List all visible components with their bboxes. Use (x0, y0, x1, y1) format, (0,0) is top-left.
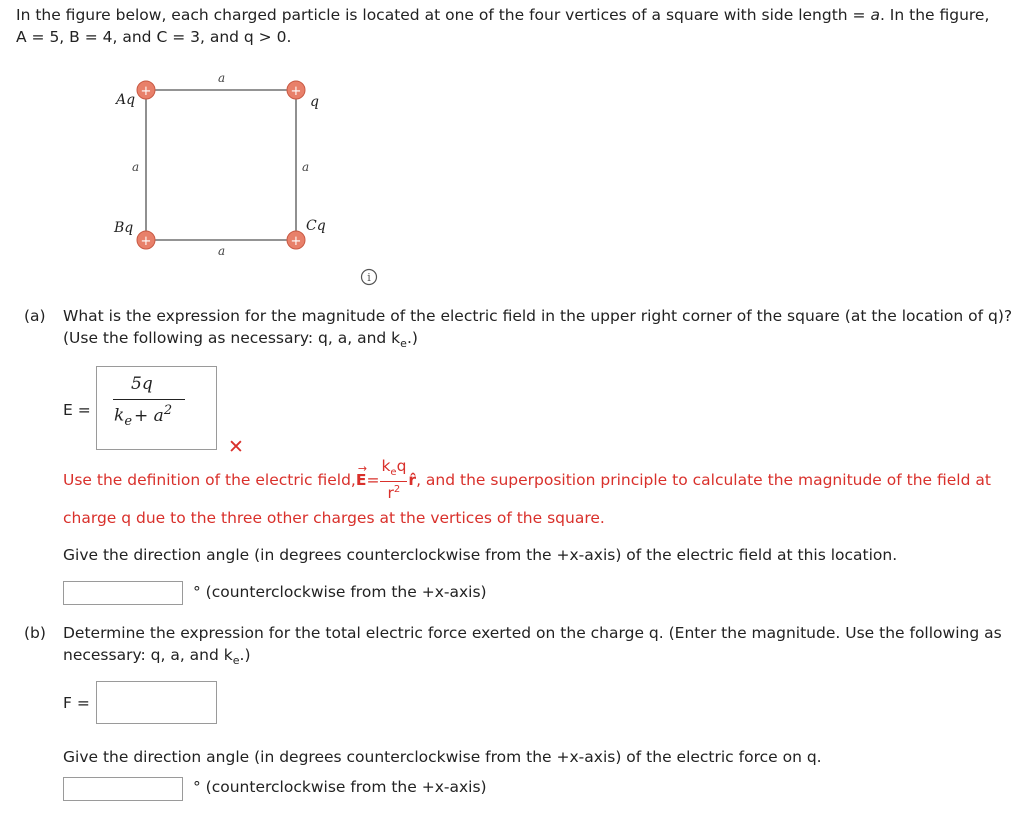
hint-line-1: Use the definition of the electric field, → E= $k_eq$ $r^2$ r̂, and the superposition principle to calculate the magnitude of the field at (63, 457, 991, 503)
part-b-label: (b) (24, 624, 46, 642)
f-answer-label: F = (63, 694, 90, 712)
part-b-question-line-1: Determine the expression for the total electric force exerted on the charge q. (Enter the magnitude. Use the following as (63, 624, 1002, 642)
label-q: q (310, 94, 319, 110)
svg-text:+: + (290, 234, 302, 249)
part-a-direction-question: Give the direction angle (in degrees counterclockwise from the +x-axis) of the electric field at this location. (63, 546, 898, 564)
charge-bottom-left (137, 231, 155, 249)
incorrect-icon: ✕ (228, 436, 244, 458)
e-answer-numerator: 5q (131, 374, 153, 394)
e-answer-fraction-bar (113, 399, 185, 400)
intro-line-1-suffix: . In the figure, (879, 6, 990, 24)
intro-line-2: A = 5, B = 4, and C = 3, and q > 0. (16, 28, 292, 46)
e-direction-unit: ° (counterclockwise from the +x-axis) (193, 583, 487, 601)
hint-line-2: charge q due to the three other charges at the vertices of the square. (63, 509, 605, 527)
label-side-bottom: a (218, 244, 226, 258)
e-answer-label: E = (63, 401, 91, 419)
label-side-top: a (218, 71, 226, 85)
part-b-direction-question: Give the direction angle (in degrees counterclockwise from the +x-axis) of the electric force on q. (63, 748, 822, 766)
svg-text:+: + (140, 234, 152, 249)
part-a-question-line-1: What is the expression for the magnitude of the electric field in the upper right corner of the square (at the location of q)? (63, 307, 1013, 325)
charge-top-right (287, 81, 305, 99)
f-direction-unit: ° (counterclockwise from the +x-axis) (193, 778, 487, 796)
square-sides (146, 90, 296, 240)
label-side-left: a (132, 160, 140, 174)
label-cq: Cq (306, 218, 326, 234)
intro-line-1-prefix: In the figure below, each charged particle is located at one of the four vertices of a square with side length = (16, 6, 871, 24)
e-answer-denominator: $k_e + a^2$ (114, 403, 173, 430)
label-aq: Aq (116, 92, 136, 108)
part-a-label: (a) (24, 307, 46, 325)
svg-text:+: + (140, 84, 152, 99)
svg-text:+: + (290, 84, 302, 99)
f-direction-input[interactable] (63, 777, 183, 801)
charge-top-left (137, 81, 155, 99)
f-answer-input[interactable] (96, 681, 217, 724)
intro-line-1 (16, 6, 989, 24)
label-bq: Bq (114, 220, 134, 236)
intro-line-1-var: a (870, 6, 880, 24)
e-answer-box[interactable] (96, 366, 217, 450)
part-a-question-line-2: (Use the following as necessary: q, a, and $k_e$.) (63, 329, 418, 351)
charge-bottom-right (287, 231, 305, 249)
label-side-right: a (302, 160, 310, 174)
square-charge-figure (100, 68, 340, 268)
part-b-question-line-2: necessary: q, a, and $k_e$.) (63, 646, 251, 668)
e-direction-input[interactable] (63, 581, 183, 605)
svg-text:i: i (367, 271, 371, 284)
info-icon[interactable] (360, 268, 378, 286)
